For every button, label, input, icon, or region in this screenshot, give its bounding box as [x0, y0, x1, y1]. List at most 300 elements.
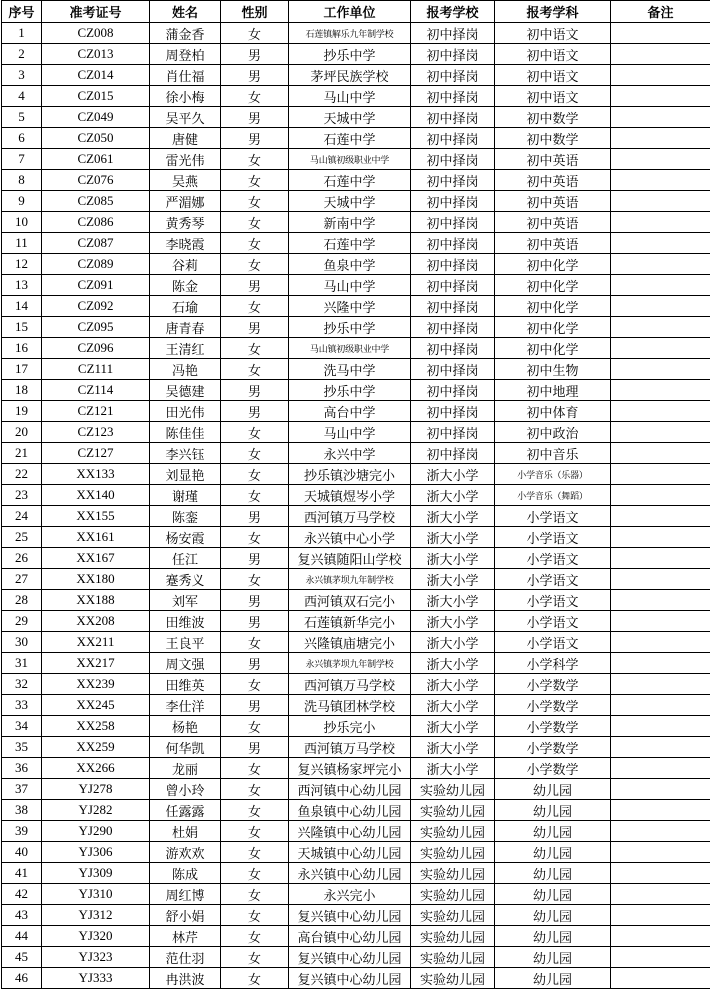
remarks-cell — [611, 842, 710, 863]
work-unit-cell: 鱼泉中学 — [289, 254, 411, 275]
seq-cell: 19 — [2, 401, 42, 422]
table-row — [2, 611, 710, 632]
gender-cell: 男 — [221, 695, 289, 716]
table-row — [2, 800, 710, 821]
applied-school-cell: 初中择岗 — [411, 254, 495, 275]
gender-cell: 男 — [221, 65, 289, 86]
gender-cell: 女 — [221, 464, 289, 485]
gender-cell: 女 — [221, 842, 289, 863]
applied-school-cell: 浙大小学 — [411, 695, 495, 716]
table-row — [2, 170, 710, 191]
exam-id-cell: YJ323 — [42, 947, 150, 968]
name-cell: 周文强 — [150, 653, 221, 674]
exam-id-cell: XX140 — [42, 485, 150, 506]
name-cell: 吴燕 — [150, 170, 221, 191]
remarks-cell — [611, 443, 710, 464]
applied-school-cell: 初中择岗 — [411, 191, 495, 212]
table-row — [2, 401, 710, 422]
name-cell: 林芹 — [150, 926, 221, 947]
name-cell: 周登柏 — [150, 44, 221, 65]
exam-id-cell: CZ123 — [42, 422, 150, 443]
seq-cell: 22 — [2, 464, 42, 485]
name-cell: 周红博 — [150, 884, 221, 905]
work-unit-cell: 西河镇万马学校 — [289, 737, 411, 758]
exam-id-cell: CZ096 — [42, 338, 150, 359]
table-row — [2, 842, 710, 863]
remarks-cell — [611, 737, 710, 758]
seq-cell: 6 — [2, 128, 42, 149]
gender-cell: 女 — [221, 821, 289, 842]
header-seq: 序号 — [2, 1, 42, 23]
work-unit-cell: 石莲镇解乐九年制学校 — [289, 23, 411, 44]
gender-cell: 男 — [221, 506, 289, 527]
name-cell: 陈銮 — [150, 506, 221, 527]
name-cell: 刘军 — [150, 590, 221, 611]
applied-subject-cell: 幼儿园 — [495, 905, 611, 926]
applied-school-cell: 实验幼儿园 — [411, 779, 495, 800]
applied-subject-cell: 幼儿园 — [495, 821, 611, 842]
exam-id-cell: CZ111 — [42, 359, 150, 380]
work-unit-cell: 复兴镇中心幼儿园 — [289, 968, 411, 989]
header-remarks: 备注 — [611, 1, 710, 23]
table-body — [2, 23, 710, 989]
table-row — [2, 443, 710, 464]
applied-subject-cell: 初中英语 — [495, 191, 611, 212]
applied-subject-cell: 初中数学 — [495, 107, 611, 128]
name-cell: 唐健 — [150, 128, 221, 149]
name-cell: 王良平 — [150, 632, 221, 653]
applied-subject-cell: 小学数学 — [495, 737, 611, 758]
table-row — [2, 527, 710, 548]
applied-school-cell: 浙大小学 — [411, 716, 495, 737]
exam-id-cell: XX266 — [42, 758, 150, 779]
gender-cell: 男 — [221, 401, 289, 422]
work-unit-cell: 复兴镇中心幼儿园 — [289, 905, 411, 926]
table-row — [2, 86, 710, 107]
work-unit-cell: 马山镇初级职业中学 — [289, 149, 411, 170]
work-unit-cell: 鱼泉镇中心幼儿园 — [289, 800, 411, 821]
table-row — [2, 506, 710, 527]
applied-school-cell: 实验幼儿园 — [411, 905, 495, 926]
applied-subject-cell: 幼儿园 — [495, 800, 611, 821]
seq-cell: 14 — [2, 296, 42, 317]
table-row — [2, 737, 710, 758]
gender-cell: 女 — [221, 212, 289, 233]
remarks-cell — [611, 212, 710, 233]
work-unit-cell: 复兴镇中心幼儿园 — [289, 947, 411, 968]
name-cell: 冯艳 — [150, 359, 221, 380]
remarks-cell — [611, 779, 710, 800]
table-row — [2, 212, 710, 233]
applied-school-cell: 实验幼儿园 — [411, 842, 495, 863]
work-unit-cell: 高台中学 — [289, 401, 411, 422]
exam-id-cell: XX188 — [42, 590, 150, 611]
applied-school-cell: 初中择岗 — [411, 212, 495, 233]
exam-id-cell: YJ290 — [42, 821, 150, 842]
applied-school-cell: 初中择岗 — [411, 128, 495, 149]
table-row — [2, 317, 710, 338]
gender-cell: 男 — [221, 317, 289, 338]
gender-cell: 男 — [221, 590, 289, 611]
seq-cell: 41 — [2, 863, 42, 884]
exam-id-cell: CZ008 — [42, 23, 150, 44]
applied-school-cell: 实验幼儿园 — [411, 863, 495, 884]
work-unit-cell: 茅坪民族学校 — [289, 65, 411, 86]
exam-id-cell: CZ089 — [42, 254, 150, 275]
name-cell: 陈成 — [150, 863, 221, 884]
applied-subject-cell: 小学音乐（乐器） — [495, 464, 611, 485]
seq-cell: 5 — [2, 107, 42, 128]
table-row — [2, 926, 710, 947]
applied-subject-cell: 初中化学 — [495, 254, 611, 275]
table-row — [2, 275, 710, 296]
gender-cell: 男 — [221, 380, 289, 401]
exam-id-cell: XX155 — [42, 506, 150, 527]
applied-subject-cell: 小学数学 — [495, 758, 611, 779]
seq-cell: 11 — [2, 233, 42, 254]
name-cell: 任露露 — [150, 800, 221, 821]
table-row — [2, 653, 710, 674]
gender-cell: 女 — [221, 296, 289, 317]
applied-subject-cell: 初中英语 — [495, 233, 611, 254]
exam-id-cell: XX217 — [42, 653, 150, 674]
exam-id-cell: CZ095 — [42, 317, 150, 338]
work-unit-cell: 西河镇万马学校 — [289, 674, 411, 695]
work-unit-cell: 马山中学 — [289, 422, 411, 443]
applied-subject-cell: 小学语文 — [495, 611, 611, 632]
table-row — [2, 464, 710, 485]
work-unit-cell: 石莲中学 — [289, 233, 411, 254]
applied-subject-cell: 小学语文 — [495, 548, 611, 569]
header-gender: 性别 — [221, 1, 289, 23]
applied-school-cell: 浙大小学 — [411, 590, 495, 611]
applied-subject-cell: 小学语文 — [495, 632, 611, 653]
applied-school-cell: 浙大小学 — [411, 548, 495, 569]
gender-cell: 女 — [221, 359, 289, 380]
gender-cell: 男 — [221, 128, 289, 149]
name-cell: 杨艳 — [150, 716, 221, 737]
work-unit-cell: 石莲中学 — [289, 170, 411, 191]
name-cell: 蹇秀义 — [150, 569, 221, 590]
applied-subject-cell: 幼儿园 — [495, 863, 611, 884]
table-row — [2, 191, 710, 212]
seq-cell: 13 — [2, 275, 42, 296]
applied-subject-cell: 初中英语 — [495, 170, 611, 191]
name-cell: 田光伟 — [150, 401, 221, 422]
table-row — [2, 23, 710, 44]
exam-id-cell: YJ278 — [42, 779, 150, 800]
gender-cell: 女 — [221, 254, 289, 275]
exam-id-cell: YJ310 — [42, 884, 150, 905]
gender-cell: 男 — [221, 611, 289, 632]
applied-subject-cell: 小学语文 — [495, 590, 611, 611]
remarks-cell — [611, 758, 710, 779]
name-cell: 田维波 — [150, 611, 221, 632]
applied-subject-cell: 初中政治 — [495, 422, 611, 443]
table-row — [2, 422, 710, 443]
exam-id-cell: YJ306 — [42, 842, 150, 863]
seq-cell: 7 — [2, 149, 42, 170]
applied-subject-cell: 初中生物 — [495, 359, 611, 380]
gender-cell: 女 — [221, 968, 289, 989]
remarks-cell — [611, 695, 710, 716]
remarks-cell — [611, 65, 710, 86]
applied-school-cell: 初中择岗 — [411, 44, 495, 65]
exam-id-cell: YJ333 — [42, 968, 150, 989]
name-cell: 曾小玲 — [150, 779, 221, 800]
exam-id-cell: XX211 — [42, 632, 150, 653]
applied-subject-cell: 小学数学 — [495, 716, 611, 737]
table-row — [2, 107, 710, 128]
applied-subject-cell: 幼儿园 — [495, 947, 611, 968]
gender-cell: 男 — [221, 653, 289, 674]
remarks-cell — [611, 107, 710, 128]
name-cell: 唐青春 — [150, 317, 221, 338]
applied-school-cell: 初中择岗 — [411, 380, 495, 401]
applied-subject-cell: 初中语文 — [495, 86, 611, 107]
gender-cell: 女 — [221, 758, 289, 779]
header-applied-subject: 报考学科 — [495, 1, 611, 23]
remarks-cell — [611, 716, 710, 737]
applied-subject-cell: 初中语文 — [495, 65, 611, 86]
name-cell: 任江 — [150, 548, 221, 569]
remarks-cell — [611, 275, 710, 296]
gender-cell: 女 — [221, 527, 289, 548]
table-row — [2, 968, 710, 989]
name-cell: 刘显艳 — [150, 464, 221, 485]
remarks-cell — [611, 86, 710, 107]
seq-cell: 2 — [2, 44, 42, 65]
gender-cell: 女 — [221, 422, 289, 443]
work-unit-cell: 新南中学 — [289, 212, 411, 233]
table-row — [2, 947, 710, 968]
name-cell: 舒小娟 — [150, 905, 221, 926]
remarks-cell — [611, 527, 710, 548]
exam-id-cell: XX180 — [42, 569, 150, 590]
header-applied-school: 报考学校 — [411, 1, 495, 23]
name-cell: 吴德建 — [150, 380, 221, 401]
table-row — [2, 695, 710, 716]
table-row — [2, 65, 710, 86]
remarks-cell — [611, 569, 710, 590]
remarks-cell — [611, 380, 710, 401]
gender-cell: 女 — [221, 716, 289, 737]
seq-cell: 44 — [2, 926, 42, 947]
gender-cell: 女 — [221, 338, 289, 359]
name-cell: 陈佳佳 — [150, 422, 221, 443]
seq-cell: 20 — [2, 422, 42, 443]
work-unit-cell: 复兴镇杨家坪完小 — [289, 758, 411, 779]
applied-school-cell: 初中择岗 — [411, 149, 495, 170]
applied-school-cell: 浙大小学 — [411, 569, 495, 590]
work-unit-cell: 兴隆镇庙塘完小 — [289, 632, 411, 653]
table-row — [2, 44, 710, 65]
name-cell: 肖仕福 — [150, 65, 221, 86]
remarks-cell — [611, 296, 710, 317]
remarks-cell — [611, 632, 710, 653]
applied-school-cell: 浙大小学 — [411, 611, 495, 632]
seq-cell: 15 — [2, 317, 42, 338]
exam-id-cell: XX239 — [42, 674, 150, 695]
gender-cell: 女 — [221, 863, 289, 884]
work-unit-cell: 洗马中学 — [289, 359, 411, 380]
table-row — [2, 296, 710, 317]
applied-subject-cell: 小学语文 — [495, 569, 611, 590]
applied-school-cell: 初中择岗 — [411, 443, 495, 464]
applied-school-cell: 实验幼儿园 — [411, 947, 495, 968]
gender-cell: 男 — [221, 107, 289, 128]
exam-id-cell: CZ121 — [42, 401, 150, 422]
name-cell: 李仕洋 — [150, 695, 221, 716]
table-row — [2, 716, 710, 737]
gender-cell: 女 — [221, 23, 289, 44]
work-unit-cell: 石莲中学 — [289, 128, 411, 149]
exam-id-cell: XX245 — [42, 695, 150, 716]
work-unit-cell: 西河镇万马学校 — [289, 506, 411, 527]
seq-cell: 34 — [2, 716, 42, 737]
applied-subject-cell: 初中地理 — [495, 380, 611, 401]
work-unit-cell: 抄乐中学 — [289, 317, 411, 338]
exam-id-cell: CZ050 — [42, 128, 150, 149]
table-row — [2, 590, 710, 611]
applied-subject-cell: 小学音乐（舞蹈） — [495, 485, 611, 506]
exam-id-cell: CZ091 — [42, 275, 150, 296]
applied-school-cell: 初中择岗 — [411, 422, 495, 443]
seq-cell: 23 — [2, 485, 42, 506]
exam-id-cell: XX167 — [42, 548, 150, 569]
table-row — [2, 380, 710, 401]
table-row — [2, 905, 710, 926]
gender-cell: 女 — [221, 632, 289, 653]
applied-school-cell: 浙大小学 — [411, 527, 495, 548]
name-cell: 龙丽 — [150, 758, 221, 779]
seq-cell: 12 — [2, 254, 42, 275]
seq-cell: 24 — [2, 506, 42, 527]
work-unit-cell: 抄乐中学 — [289, 380, 411, 401]
work-unit-cell: 天城中学 — [289, 191, 411, 212]
seq-cell: 4 — [2, 86, 42, 107]
remarks-cell — [611, 44, 710, 65]
exam-id-cell: CZ092 — [42, 296, 150, 317]
applied-school-cell: 初中择岗 — [411, 338, 495, 359]
table-row — [2, 149, 710, 170]
seq-cell: 9 — [2, 191, 42, 212]
applied-subject-cell: 幼儿园 — [495, 968, 611, 989]
work-unit-cell: 天城镇煜岑小学 — [289, 485, 411, 506]
exam-id-cell: XX259 — [42, 737, 150, 758]
remarks-cell — [611, 863, 710, 884]
seq-cell: 3 — [2, 65, 42, 86]
seq-cell: 28 — [2, 590, 42, 611]
applied-subject-cell: 初中数学 — [495, 128, 611, 149]
exam-id-cell: CZ014 — [42, 65, 150, 86]
applied-subject-cell: 小学科学 — [495, 653, 611, 674]
work-unit-cell: 永兴中学 — [289, 443, 411, 464]
applied-school-cell: 初中择岗 — [411, 296, 495, 317]
gender-cell: 女 — [221, 170, 289, 191]
header-row — [2, 1, 710, 23]
remarks-cell — [611, 611, 710, 632]
remarks-cell — [611, 170, 710, 191]
work-unit-cell: 永兴镇中心幼儿园 — [289, 863, 411, 884]
gender-cell: 女 — [221, 443, 289, 464]
seq-cell: 29 — [2, 611, 42, 632]
applied-school-cell: 初中择岗 — [411, 275, 495, 296]
applied-subject-cell: 初中化学 — [495, 338, 611, 359]
applied-school-cell: 浙大小学 — [411, 674, 495, 695]
applied-subject-cell: 初中音乐 — [495, 443, 611, 464]
exam-id-cell: YJ282 — [42, 800, 150, 821]
applied-subject-cell: 小学数学 — [495, 695, 611, 716]
exam-id-cell: CZ114 — [42, 380, 150, 401]
applied-school-cell: 初中择岗 — [411, 23, 495, 44]
remarks-cell — [611, 317, 710, 338]
seq-cell: 42 — [2, 884, 42, 905]
remarks-cell — [611, 800, 710, 821]
work-unit-cell: 抄乐中学 — [289, 44, 411, 65]
table-row — [2, 128, 710, 149]
work-unit-cell: 马山中学 — [289, 275, 411, 296]
applied-school-cell: 浙大小学 — [411, 464, 495, 485]
applied-school-cell: 初中择岗 — [411, 359, 495, 380]
work-unit-cell: 高台镇中心幼儿园 — [289, 926, 411, 947]
table-row — [2, 359, 710, 380]
applied-subject-cell: 初中英语 — [495, 212, 611, 233]
candidate-table — [1, 0, 710, 989]
header-name: 姓名 — [150, 1, 221, 23]
gender-cell: 男 — [221, 275, 289, 296]
remarks-cell — [611, 548, 710, 569]
name-cell: 蒲金香 — [150, 23, 221, 44]
exam-id-cell: CZ085 — [42, 191, 150, 212]
work-unit-cell: 西河镇双石完小 — [289, 590, 411, 611]
name-cell: 雷光伟 — [150, 149, 221, 170]
gender-cell: 女 — [221, 884, 289, 905]
exam-id-cell: CZ076 — [42, 170, 150, 191]
exam-id-cell: YJ312 — [42, 905, 150, 926]
seq-cell: 37 — [2, 779, 42, 800]
exam-id-cell: CZ061 — [42, 149, 150, 170]
remarks-cell — [611, 254, 710, 275]
table-row — [2, 485, 710, 506]
remarks-cell — [611, 401, 710, 422]
seq-cell: 8 — [2, 170, 42, 191]
gender-cell: 女 — [221, 905, 289, 926]
applied-school-cell: 初中择岗 — [411, 401, 495, 422]
seq-cell: 33 — [2, 695, 42, 716]
remarks-cell — [611, 905, 710, 926]
name-cell: 冉洪波 — [150, 968, 221, 989]
applied-subject-cell: 小学语文 — [495, 506, 611, 527]
exam-id-cell: CZ013 — [42, 44, 150, 65]
table-row — [2, 863, 710, 884]
name-cell: 严湄娜 — [150, 191, 221, 212]
applied-school-cell: 实验幼儿园 — [411, 926, 495, 947]
name-cell: 范仕羽 — [150, 947, 221, 968]
applied-subject-cell: 幼儿园 — [495, 842, 611, 863]
work-unit-cell: 天城镇中心幼儿园 — [289, 842, 411, 863]
remarks-cell — [611, 590, 710, 611]
applied-subject-cell: 幼儿园 — [495, 779, 611, 800]
applied-school-cell: 浙大小学 — [411, 758, 495, 779]
remarks-cell — [611, 926, 710, 947]
seq-cell: 45 — [2, 947, 42, 968]
work-unit-cell: 西河镇中心幼儿园 — [289, 779, 411, 800]
name-cell: 王清红 — [150, 338, 221, 359]
header-exam-id: 准考证号 — [42, 1, 150, 23]
work-unit-cell: 永兴完小 — [289, 884, 411, 905]
seq-cell: 46 — [2, 968, 42, 989]
